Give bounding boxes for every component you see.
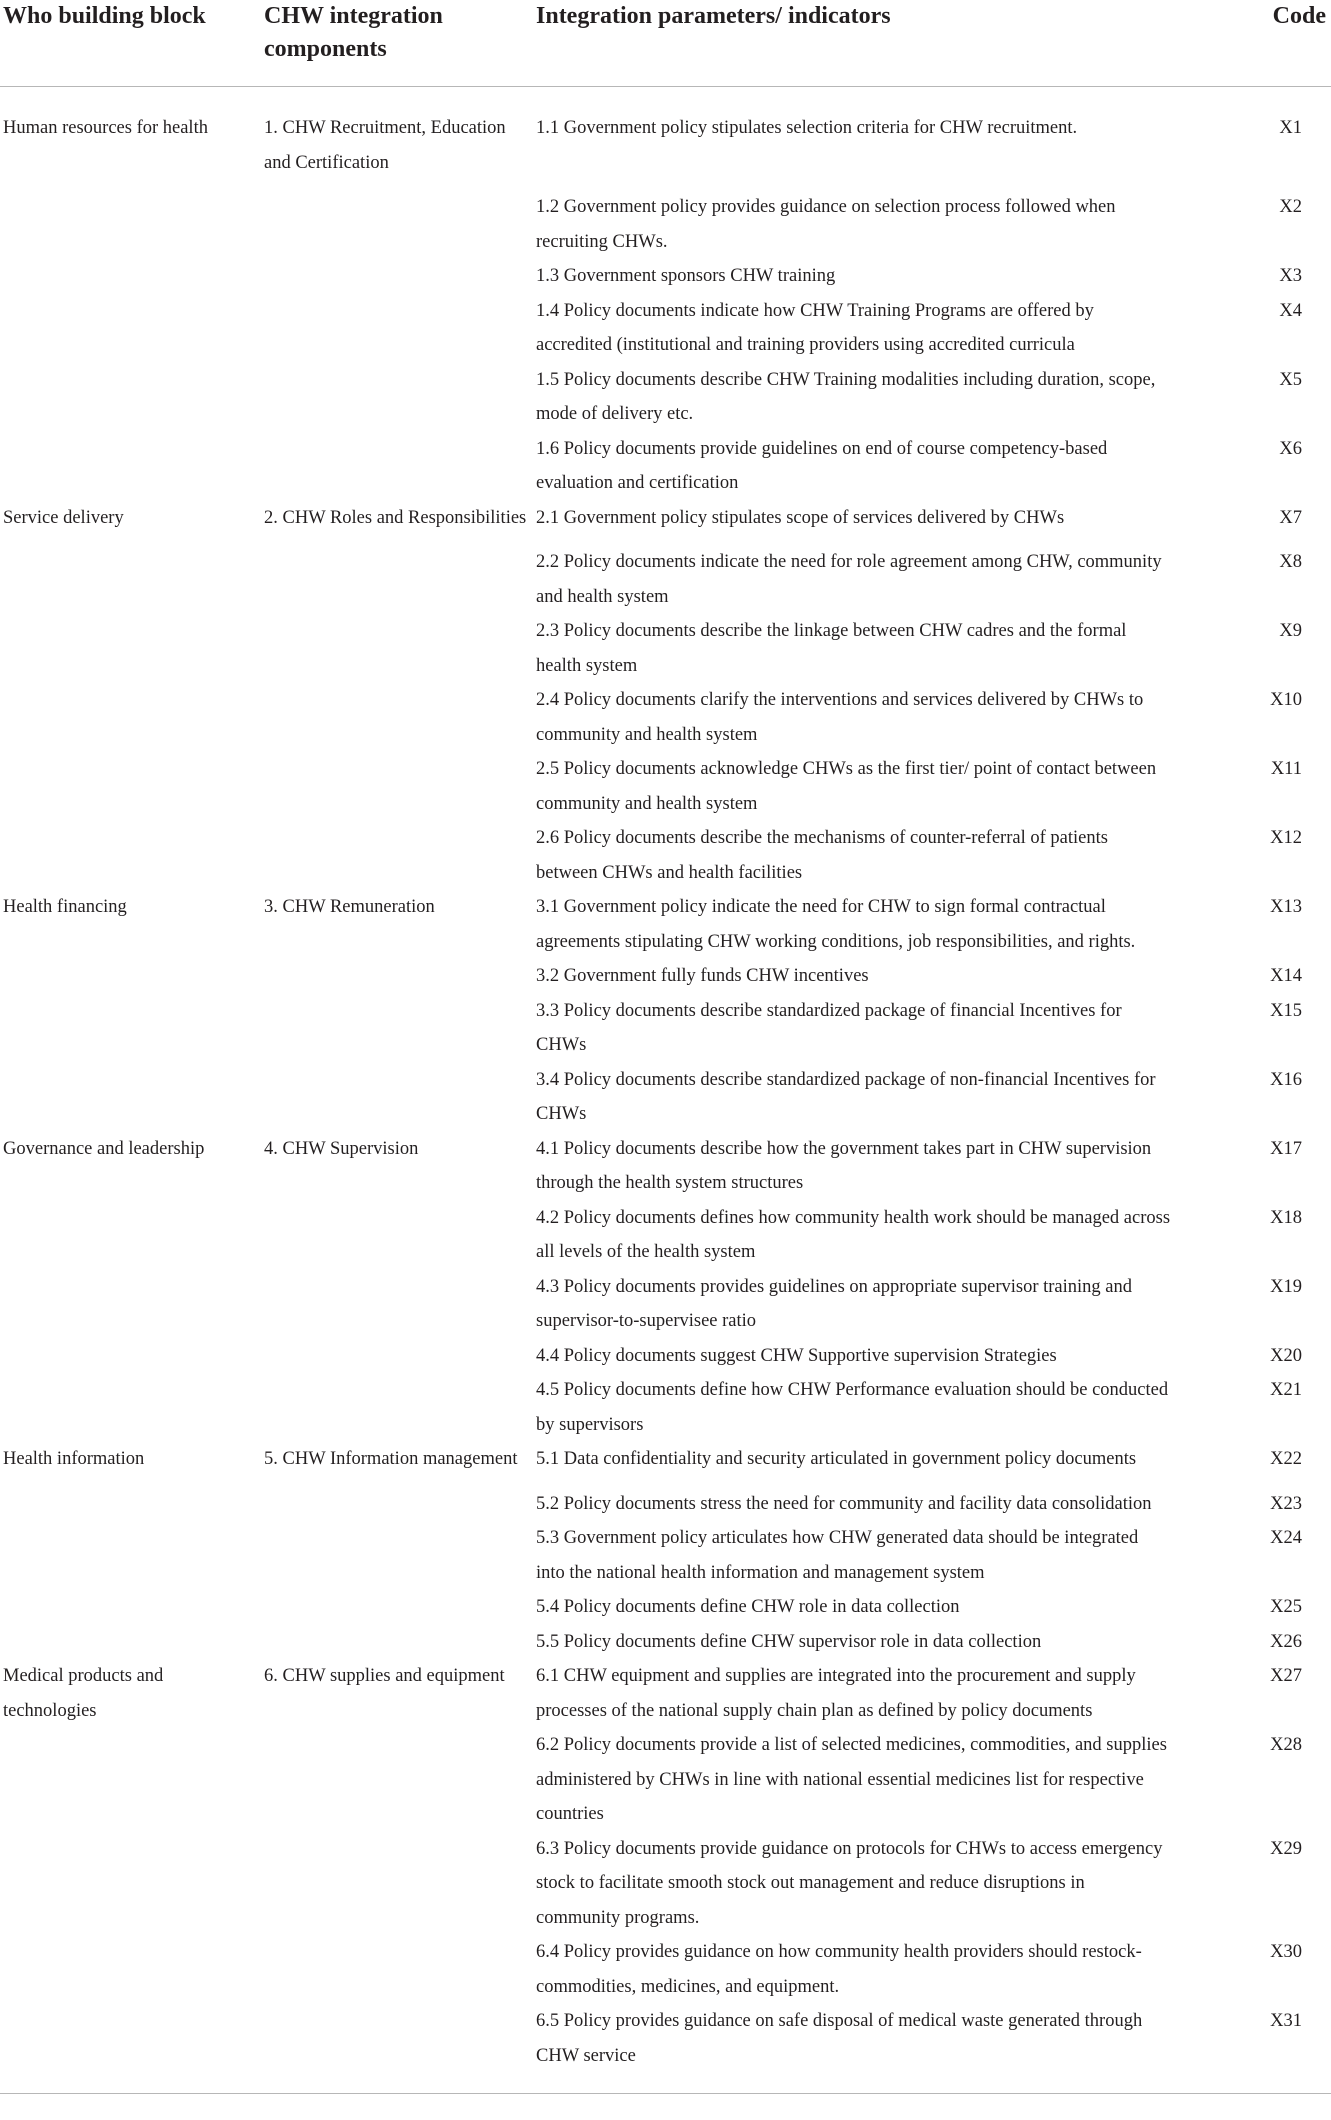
indicator-cell: 1.6 Policy documents provide guidelines on end of course competency-based evaluation and certification (536, 438, 1108, 493)
component-cell (250, 259, 536, 294)
table-row (0, 363, 1331, 432)
table-row (0, 752, 1331, 821)
indicator-cell: 6.1 CHW equipment and supplies are integrated into the procurement and supply processes of the national supply chain plan as defined by policy documents (536, 1666, 1136, 1721)
component-cell (250, 1339, 536, 1374)
component-cell (250, 683, 536, 752)
building-block-cell (0, 1339, 250, 1374)
building-block-cell: Service delivery (3, 507, 124, 528)
component-cell (250, 432, 536, 501)
building-block-cell (0, 1935, 250, 2004)
table-row (0, 1132, 1331, 1201)
code-cell: X5 (1279, 369, 1302, 390)
code-cell: X18 (1270, 1207, 1302, 1228)
code-cell: X25 (1270, 1597, 1302, 1617)
code-cell: X20 (1270, 1345, 1302, 1366)
code-cell: X3 (1279, 266, 1302, 286)
code-cell: X13 (1270, 897, 1302, 917)
table-row (0, 1728, 1331, 1832)
table-row (0, 1590, 1331, 1625)
header-indicator: Integration parameters/ indicators (536, 0, 1231, 87)
table-row (0, 1659, 1331, 1728)
code-cell: X23 (1270, 1493, 1302, 1514)
table-row (0, 87, 1331, 181)
table-row (0, 1935, 1331, 2004)
building-block-cell (0, 1477, 250, 1522)
component-cell (250, 535, 536, 614)
indicator-cell: 5.2 Policy documents stress the need for community and facility data consolidation (536, 1493, 1152, 1514)
table-header (0, 0, 1331, 87)
table-row (0, 959, 1331, 994)
code-cell: X14 (1270, 966, 1302, 986)
code-cell: X1 (1279, 118, 1302, 138)
indicator-cell: 2.6 Policy documents describe the mechanisms of counter-referral of patients between CHWs and health facilities (536, 828, 1108, 883)
building-block-cell (0, 1521, 250, 1590)
component-cell: 5. CHW Information management (264, 1449, 518, 1469)
building-block-cell (0, 683, 250, 752)
code-cell: X2 (1279, 197, 1302, 217)
indicator-cell: 5.4 Policy documents define CHW role in data collection (536, 1597, 960, 1617)
indicator-cell: 2.5 Policy documents acknowledge CHWs as the first tier/ point of contact between community and health system (536, 759, 1157, 814)
table-row (0, 1339, 1331, 1374)
table-row (0, 535, 1331, 614)
code-cell: X16 (1270, 1069, 1302, 1090)
code-cell: X31 (1231, 2004, 1331, 2094)
indicator-cell: 4.1 Policy documents describe how the government takes part in CHW supervision through the health system structures (536, 1138, 1152, 1193)
component-cell (250, 1201, 536, 1270)
table-row (0, 1625, 1331, 1660)
building-block-cell (0, 1373, 250, 1442)
table-row (0, 1477, 1331, 1522)
indicator-cell: 4.2 Policy documents defines how community health work should be managed across all levels of the health system (536, 1207, 1171, 1262)
code-cell: X19 (1270, 1276, 1302, 1297)
component-cell (250, 752, 536, 821)
table-row (0, 890, 1331, 959)
building-block-cell: Human resources for health (3, 118, 208, 138)
code-cell: X7 (1279, 507, 1302, 528)
table-row (0, 1373, 1331, 1442)
component-cell: 4. CHW Supervision (264, 1138, 419, 1159)
indicator-cell: 4.5 Policy documents define how CHW Performance evaluation should be conducted by supervisors (536, 1380, 1169, 1435)
indicator-cell: 6.3 Policy documents provide guidance on protocols for CHWs to access emergency stock to facilitate smooth stock out management and reduce disruptions in community programs. (536, 1838, 1163, 1928)
indicator-cell: 5.1 Data confidentiality and security articulated in government policy documents (536, 1449, 1137, 1469)
component-cell: 1. CHW Recruitment, Education and Certification (264, 118, 506, 173)
component-cell (250, 180, 536, 259)
indicator-cell: 5.3 Government policy articulates how CHW generated data should be integrated into the national health information and management system (536, 1528, 1139, 1583)
indicator-cell: 2.4 Policy documents clarify the interventions and services delivered by CHWs to community and health system (536, 690, 1144, 745)
indicator-cell: 3.2 Government fully funds CHW incentives (536, 966, 869, 986)
building-block-cell (0, 752, 250, 821)
component-cell (250, 1063, 536, 1132)
indicator-cell: 3.3 Policy documents describe standardized package of financial Incentives for CHWs (536, 1000, 1122, 1055)
indicator-cell: 5.5 Policy documents define CHW supervisor role in data collection (536, 1631, 1042, 1652)
code-cell: X29 (1270, 1838, 1302, 1859)
table-row (0, 994, 1331, 1063)
code-cell: X22 (1270, 1449, 1302, 1469)
code-cell: X11 (1270, 759, 1302, 779)
table-row (0, 1270, 1331, 1339)
indicator-cell: 1.3 Government sponsors CHW training (536, 266, 836, 286)
code-cell: X15 (1270, 1000, 1302, 1021)
building-block-cell (0, 1590, 250, 1625)
indicator-cell: 2.1 Government policy stipulates scope of services delivered by CHWs (536, 507, 1065, 528)
code-cell: X24 (1270, 1528, 1302, 1548)
component-cell (250, 1832, 536, 1936)
building-block-cell (0, 294, 250, 363)
table-row (0, 821, 1331, 890)
table-row (0, 1442, 1331, 1477)
indicator-cell: 3.4 Policy documents describe standardized package of non-financial Incentives for CHWs (536, 1069, 1156, 1124)
component-cell: 6. CHW supplies and equipment (264, 1666, 505, 1686)
code-cell: X27 (1270, 1666, 1302, 1686)
header-code: Code (1231, 0, 1331, 87)
indicator-cell: 2.3 Policy documents describe the linkage between CHW cadres and the formal health system (536, 621, 1127, 676)
table-row (0, 1063, 1331, 1132)
building-block-cell (0, 1832, 250, 1936)
component-cell (250, 1625, 536, 1660)
indicator-cell: 1.1 Government policy stipulates selection criteria for CHW recruitment. (536, 118, 1078, 138)
code-cell: X21 (1270, 1380, 1302, 1400)
code-cell: X12 (1270, 828, 1302, 848)
component-cell (250, 1590, 536, 1625)
table-row (0, 614, 1331, 683)
component-cell (250, 1373, 536, 1442)
indicator-cell: 4.3 Policy documents provides guidelines on appropriate supervisor training and supervisor-to-supervisee ratio (536, 1276, 1132, 1331)
building-block-cell (0, 1625, 250, 1660)
indicator-cell: 1.4 Policy documents indicate how CHW Training Programs are offered by accredited (institutional and training providers using accredited curricula (536, 300, 1094, 355)
table-row (0, 501, 1331, 536)
building-block-cell (0, 259, 250, 294)
code-cell: X10 (1270, 690, 1302, 710)
component-cell (250, 294, 536, 363)
building-block-cell: Governance and leadership (3, 1138, 205, 1159)
header-row (0, 0, 1331, 87)
component-cell (250, 821, 536, 890)
table-row (0, 1521, 1331, 1590)
code-cell: X9 (1279, 621, 1302, 641)
building-block-cell (0, 535, 250, 614)
building-block-cell: Health information (3, 1449, 145, 1469)
indicator-cell: 1.5 Policy documents describe CHW Training modalities including duration, scope, mode of delivery etc. (536, 369, 1156, 424)
building-block-cell (0, 1270, 250, 1339)
code-cell: X6 (1279, 438, 1302, 459)
component-cell (250, 959, 536, 994)
component-cell (250, 1270, 536, 1339)
header-building-block: Who building block (0, 0, 250, 87)
component-cell (250, 2004, 536, 2094)
building-block-cell (0, 432, 250, 501)
code-cell: X8 (1279, 552, 1302, 572)
building-block-cell: Health financing (3, 897, 127, 917)
code-cell: X17 (1270, 1138, 1302, 1159)
table-row (0, 180, 1331, 259)
indicator-cell: 6.2 Policy documents provide a list of selected medicines, commodities, and supplies administered by CHWs in line with national essential medicines list for respective countries (536, 1735, 1167, 1824)
building-block-cell (0, 363, 250, 432)
indicator-cell: 6.4 Policy provides guidance on how community health providers should restock-commodities, medicines, and equipment. (536, 1942, 1142, 1997)
indicator-cell: 1.2 Government policy provides guidance on selection process followed when recruiting CHWs. (536, 197, 1116, 252)
table-row (0, 683, 1331, 752)
code-cell: X26 (1270, 1631, 1302, 1652)
component-cell (250, 1935, 536, 2004)
building-block-cell (0, 1728, 250, 1832)
component-cell (250, 1477, 536, 1522)
building-block-cell (0, 614, 250, 683)
table-row (0, 1832, 1331, 1936)
building-block-cell (0, 1201, 250, 1270)
building-block-cell (0, 180, 250, 259)
component-cell (250, 994, 536, 1063)
table-row (0, 432, 1331, 501)
building-block-cell: Medical products and technologies (3, 1666, 164, 1721)
header-component: CHW integration components (250, 0, 536, 87)
building-block-cell (0, 959, 250, 994)
table-row (0, 2004, 1331, 2094)
table-row (0, 1201, 1331, 1270)
code-cell: X28 (1270, 1735, 1302, 1755)
code-cell: X4 (1279, 300, 1302, 321)
table-body (0, 87, 1331, 2094)
building-block-cell (0, 821, 250, 890)
component-cell (250, 1521, 536, 1590)
component-cell: 3. CHW Remuneration (264, 897, 435, 917)
indicator-cell: 4.4 Policy documents suggest CHW Supportive supervision Strategies (536, 1345, 1057, 1366)
indicator-cell: 3.1 Government policy indicate the need for CHW to sign formal contractual agreements stipulating CHW working conditions, job responsibilities, and rights. (536, 897, 1136, 952)
indicator-cell: 2.2 Policy documents indicate the need for role agreement among CHW, community and health system (536, 552, 1162, 607)
building-block-cell (0, 2004, 250, 2094)
component-cell (250, 1728, 536, 1832)
component-cell (250, 614, 536, 683)
code-cell: X30 (1270, 1942, 1302, 1962)
indicator-cell: 6.5 Policy provides guidance on safe disposal of medical waste generated through CHW service (536, 2004, 1231, 2094)
component-cell: 2. CHW Roles and Responsibilities (264, 507, 527, 528)
component-cell (250, 363, 536, 432)
building-block-cell (0, 1063, 250, 1132)
building-block-cell (0, 994, 250, 1063)
table-row (0, 259, 1331, 294)
table-row (0, 294, 1331, 363)
